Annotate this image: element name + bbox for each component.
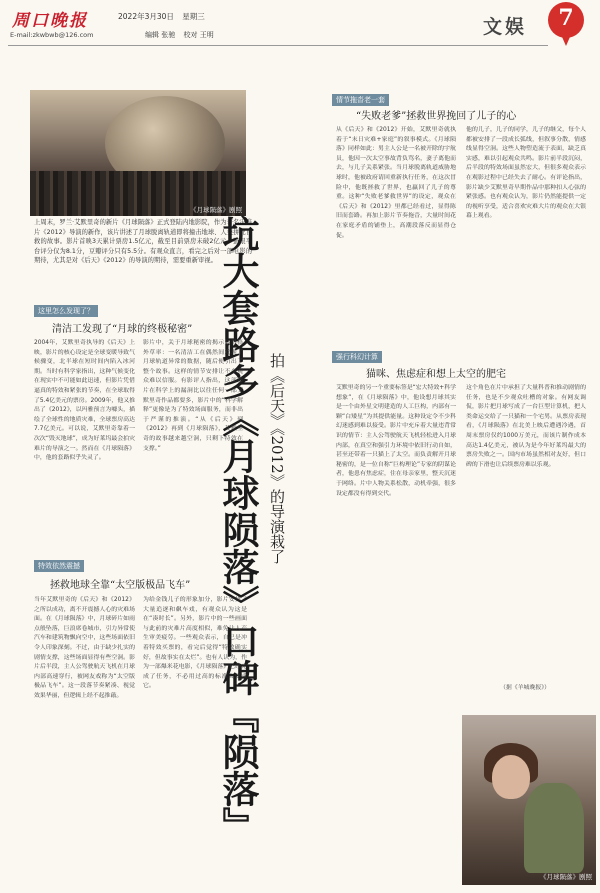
section-b-label: 强行科幻计算: [332, 351, 382, 363]
section-d-col1: 当年艾默里奇的《后天》和《2012》之所以成功，离不开震撼人心的灾难场面。在《月球陨落》中，月球碎片如雨点般坠落，巨浪席卷城市，引力异常使汽车和建筑物飘向空中，这些场面依旧令人印象深刻。不过，由于缺少扎实的剧情支撑，这些场面显得有些空洞。影片后半段，主人公驾驶航天飞机在月球内部高速穿行，被网友戏称为“太空版极品飞车”。这一段落节奏紧凑、视觉效果华丽，但逻辑上经不起推敲。: [34, 597, 135, 699]
issue-weekday: 星期三: [182, 12, 205, 21]
dateline: [118, 11, 211, 22]
section-b-title: 猫咪、焦虑症和想上太空的肥宅: [366, 369, 506, 380]
section-c-col2: 影片中，关于月球秘密的揭示显得格外草率：一名清洁工在偶然间发现了月球轨道异常的数据，随后便引出了整个故事。这样的情节安排让不少观众难以信服。有影评人指出，这部影片在科学上的漏洞比以往任何一部艾默里奇作品都要多，影片中的“科学解释”更像是为了特效场面服务，而非出于严谨的推演。“从《后天》到《2012》再到《月球陨落》，艾默里奇的故事越来越空洞，只剩下特效在支撑。”: [143, 340, 243, 452]
headline: 坑大套路多《月球陨落》口碑『陨落』: [216, 215, 260, 844]
page-number-badge: [548, 2, 584, 50]
section-c-title: 清洁工发现了“月球的终极秘密”: [52, 324, 193, 335]
header-rule: [8, 45, 548, 46]
section-b-col1: 艾默里奇的另一个重要标签是“宏大特效+科学想象”，在《月球陨落》中，他设想月球其实是一个由外星文明建造的人工巨构，内部有一颗“白矮星”为其提供能量。这种设定令不少科幻迷感到难以接受。影片中充斥着大量违背常识的情节：主人公驾驶航天飞机轻松进入月球内部，在真空和强引力环境中依旧行动自如，甚至还带着一只猫上了太空。而负责解开月球秘密的，是一位自称“巨构理论”专家的阴谋论者，他患有焦虑症，住在母亲家里，整天沉迷于网络。片中人物关系松散，动机牵强，很多设定都没有得到交代。: [336, 385, 456, 497]
proofreader: 校对 王明: [183, 31, 214, 39]
section-c-col1: 2004年，艾默里奇执导的《后天》上映，影片的核心设定是全球变暖导致气候骤变，北半球在短时间内陷入冰河期。当时有科学家指出，这种气候变化在现实中不可能如此迅速，但影片凭借逼真的特效和紧张的节奏，在全球取得了5.4亿美元的票房。2009年，他又推出了《2012》，以玛雅预言为噱头，描绘了全球性的地质灾难，全球票房高达7.7亿美元。可以说，艾默里奇靠着一次次“毁灭地球”，成为好莱坞最会拍灾难片的导演之一。然而在《月球陨落》中，他的套路似乎失灵了。: [34, 340, 135, 462]
section-a-title: “失败老爹”拯救世界挽回了儿子的心: [356, 111, 517, 122]
editor: 编辑 张驰: [145, 31, 176, 39]
issue-date: 2022年3月30日: [118, 12, 174, 21]
section-b-col2: 这个角色在片中承担了大量科普和推动剧情的任务，也是不少观众吐槽的对象。有网友调侃，影片把月球写成了一台巨型计算机，把人类命运交给了一只猫和一个宅男。从票房表现看，《月球陨落》在北美上映后遭遇冷遇，首周末票房仅约1000万美元，而该片制作成本高达1.4亿美元，被认为是今年好莱坞最大的票房失败之一。国内市场虽然相对友好，但口碑的下滑也让后续票房难以乐观。: [466, 385, 586, 468]
section-b-byline: （据《羊城晚报》）: [500, 685, 551, 691]
page-number: 7: [558, 5, 574, 31]
intro-paragraph: 上周末，罗兰·艾默里奇的新片《月球陨落》正式登陆内地影院，作为著名灾难片《2012》导演的新作，该片讲述了月球脱离轨道即将撞击地球、人类拼死自救的故事。影片首映3天累计票房1.5亿元，截至目前票房未破2亿元，猫眼平台评分仅为8.1分，豆瓣评分只有5.5分。有观众直言，看完之后对一部电影的期待，尤其是对《后天》《2012》的导演的期待，需要重新审视。: [34, 219, 252, 264]
movie-still-bottom: [462, 715, 596, 885]
movie-still-top: [30, 90, 246, 216]
section-a-col2: 他的儿子，儿子的同学，儿子的继父，每个人都被安排了一段成长弧线，但叙事分散，情感线显得空洞。这些人物塑造流于表面，缺乏真实感，难以引起观众共鸣。影片前半段沉闷，后半段的特效场面虽然宏大，但很多观众表示在观影过程中已经失去了耐心。有评论指出，影片缺少艾默里奇早期作品中那种扣人心弦的紧张感。也有观众认为，影片仍然能提供一定的视听享受，适合喜欢灾难大片的观众在大银幕上观看。: [466, 127, 586, 220]
section-title: 文娱: [483, 16, 528, 38]
photo-caption: 《月球陨落》剧照: [190, 206, 242, 214]
newspaper-logo: 周口晚报: [12, 11, 88, 31]
section-d-label: 特效依然震撼: [34, 560, 84, 572]
photo-caption-bottom: 《月球陨落》剧照: [540, 873, 592, 881]
section-c-label: 这里怎么发现了？: [34, 305, 98, 317]
contact-email: E-mail:zkwbwb@126.com: [10, 31, 94, 39]
section-d-col2: 为给金钱儿子的形象加分，影片安排了大量追逐和飙车戏，有观众认为这是在“凑时长”。另外，影片中的一些画面与此前的灾难片高度相似，难免让人产生审美疲劳。一些观众表示，自己是冲着特效买票的，看完后觉得“特效确实好，但故事实在太烂”。也有人认为，作为一部爆米花电影，《月球陨落》已经完成了任务，不必用过高的标准去要求它。: [143, 597, 247, 690]
page-header: [0, 0, 600, 60]
section-a-col1: 从《后天》和《2012》开始，艾默里奇就执着于“末日灾难+家庭”的叙事模式。《月球陨落》同样如此：男主人公是一名被开除的宇航员，他因一次太空事故背负骂名，妻子离他而去，与儿子关系紧张。当月球脱离轨道威胁地球时，他被政府请回重新执行任务，在这次冒险中，他既拯救了世界，也赢回了儿子的尊重。这种“失败老爹救世界”的设定，观众在《后天》和《2012》里都已经看过，显得陈旧而套路。再加上影片节奏拖沓，大量时间花在家庭矛盾的铺垫上，高潮段落反而显得仓促。: [336, 127, 456, 239]
editors-line: [145, 30, 220, 40]
character-face: [492, 755, 530, 799]
character-figure: [524, 783, 584, 873]
section-a-label: 情节拖沓老一套: [332, 94, 389, 106]
sub-headline: 拍《后天》《2012》的导演栽了: [268, 353, 286, 564]
section-d-title: 拯救地球全靠“太空版极品飞车”: [50, 580, 191, 591]
